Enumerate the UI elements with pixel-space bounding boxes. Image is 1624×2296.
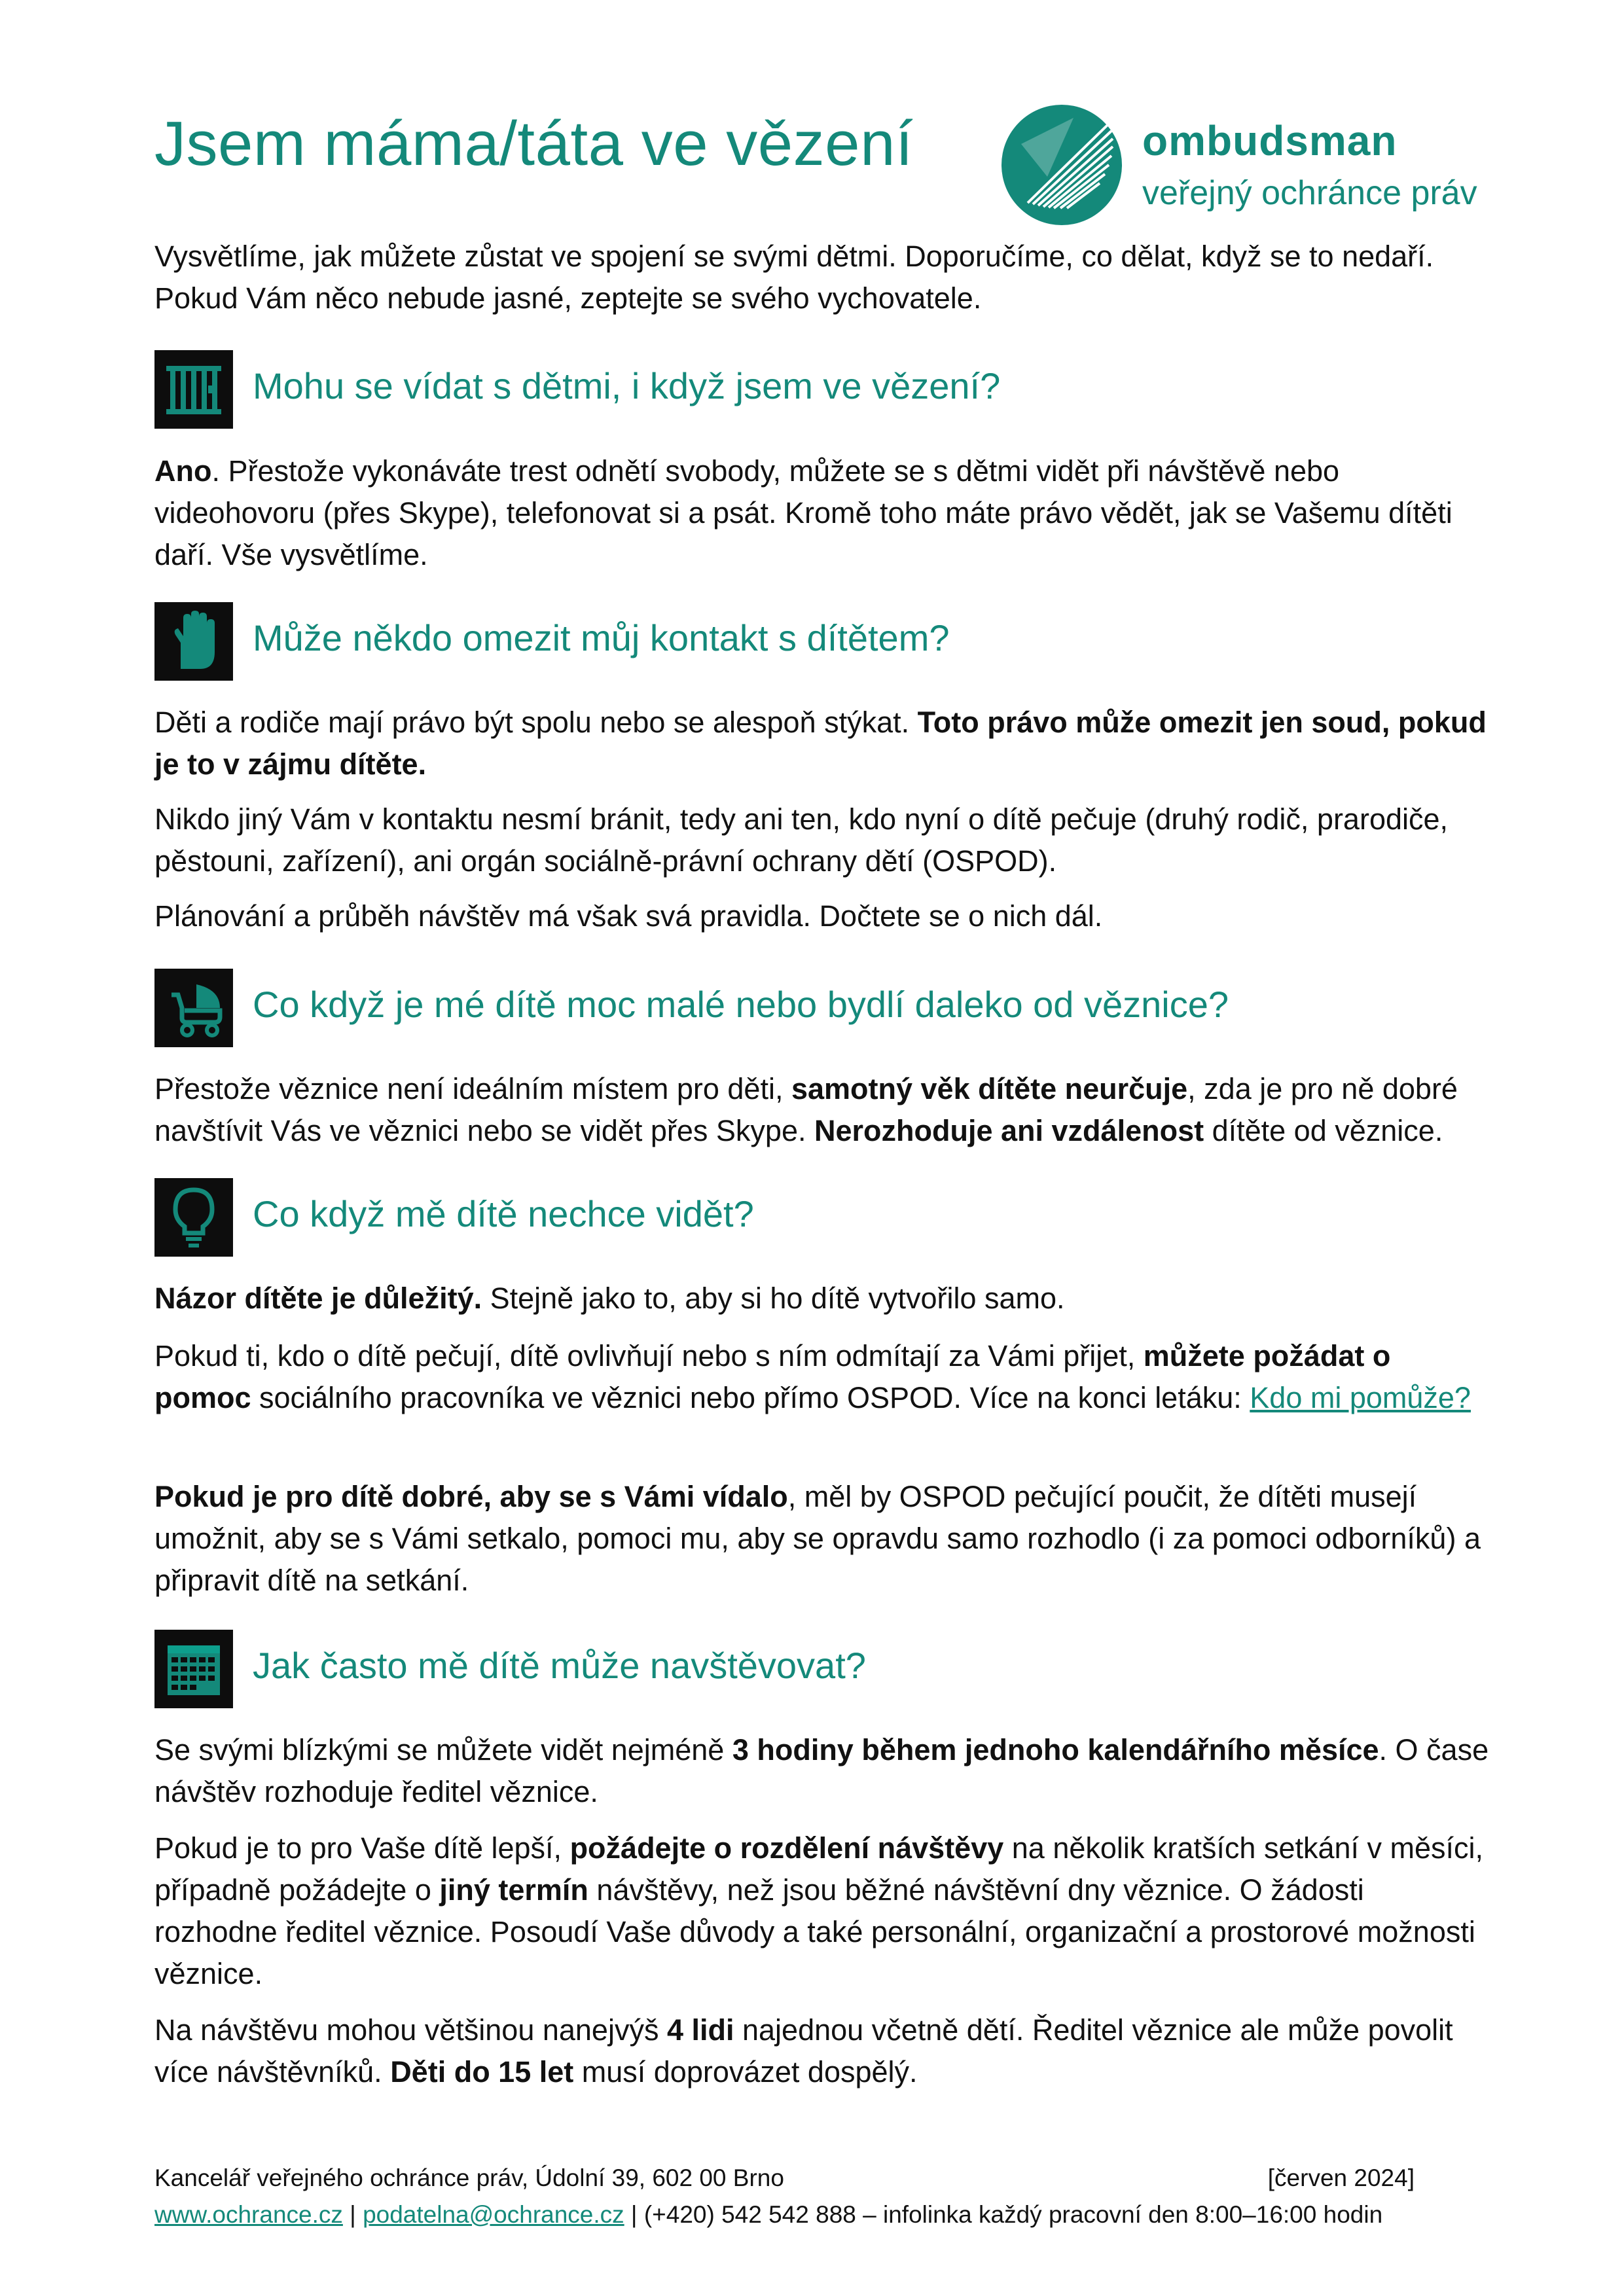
text-span: , měl by OSPOD pečující poučit, že dítěti musejí umožnit, aby se s Vámi setkalo, pomoci mu, aby se opravdu samo rozhodlo (i za pomoci odborníků) a připravit dítě na setkání. [154,1480,1481,1597]
text-span: návštěvy, než jsou běžné návštěvní dny věznice. O žádosti rozhodne ředitel věznice. Posoudí Vaše důvody a také personální, organizační a prostorové možnosti věznice. [154,1873,1475,1990]
prison-bars-icon [154,350,233,429]
text-span: sociálního pracovníka ve věznici nebo přímo OSPOD. Více na konci letáku: [251,1381,1250,1414]
bold-text: Pokud je pro dítě dobré, aby se s Vámi vídalo [154,1480,788,1513]
ombudsman-logo-icon [1001,105,1123,226]
footer-address: Kancelář veřejného ochránce práv, Údolní 39, 602 00 Brno [154,2164,784,2191]
who-helps-link[interactable]: Kdo mi pomůže? [1250,1381,1471,1414]
section-heading-1 [154,350,1496,429]
section-5-paragraph-3 [154,2009,1490,2093]
footer-date: [červen 2024] [1267,2164,1415,2191]
footer-row-address [154,2160,1415,2197]
text-span: na několik kratších setkání v měsíci, případně požádejte o [154,1831,1484,1907]
section-3-paragraph-1 [154,1068,1490,1152]
footer-row-contacts [154,2197,1415,2233]
ombudsman-logo [1001,105,1477,229]
text-span: Přestože věznice není ideálním místem pro děti, [154,1072,791,1105]
bold-text: Ano [154,454,212,488]
text-span: dítěte od věznice. [1204,1114,1443,1147]
intro-line-1: Vysvětlíme, jak můžete zůstat ve spojení se svými dětmi. Doporučíme, co dělat, když se to nedaří. [154,240,1434,273]
text-span: . Přestože vykonáváte trest odnětí svobody, můžete se s dětmi vidět při návštěvě nebo videohovoru (přes Skype), telefonovat si a psát. Kromě toho máte právo vědět, jak se Vašemu dítěti daří. Vše vysvětlíme. [154,454,1453,571]
footer-separator: | [342,2201,363,2228]
section-title-5: Jak často mě dítě může navštěvovat? [253,1645,866,1686]
stroller-icon [154,969,233,1047]
section-title-2: Může někdo omezit můj kontakt s dítětem? [253,617,950,658]
bold-text: jiný termín [439,1873,588,1907]
logo-name: ombudsman [1142,117,1398,164]
section-heading-3 [154,969,1496,1047]
section-4-paragraph-2 [154,1335,1490,1419]
text-span: musí doprovázet dospělý. [573,2055,918,2089]
bold-text: 4 lidi [666,2013,734,2047]
section-1-paragraph-1 [154,450,1490,576]
text-span: Se svými blízkými se můžete vidět nejméně [154,1733,732,1767]
section-2-paragraph-2: Nikdo jiný Vám v kontaktu nesmí bránit, tedy ani ten, kdo nyní o dítě pečuje (druhý rodič, prarodiče, pěstouni, zařízení), ani orgán sociálně-právní ochrany dětí (OSPOD). [154,802,1449,878]
text-span: Na návštěvu mohou většinou nanejvýš [154,2013,667,2047]
section-heading-5 [154,1630,1496,1708]
section-title-1: Mohu se vídat s dětmi, i když jsem ve vězení? [253,365,1001,406]
section-2-paragraph-3: Plánování a průběh návštěv má však svá pravidla. Dočtete se o nich dál. [154,899,1103,933]
bold-text: můžete požádat o pomoc [154,1339,1391,1414]
footer-phone: (+420) 542 542 888 – infolinka každý pracovní den 8:00–16:00 hodin [643,2201,1383,2228]
bold-text: Děti do 15 let [390,2055,574,2089]
text-span: Pokud je to pro Vaše dítě lepší, [154,1831,570,1865]
website-link[interactable]: www.ochrance.cz [154,2201,343,2228]
bold-text: Toto právo může omezit jen soud, pokud je to v zájmu dítěte. [154,706,1487,781]
bold-text: 3 hodiny během jednoho kalendářního měsíce [732,1733,1379,1767]
section-heading-4 [154,1178,1496,1257]
section-title-4: Co když mě dítě nechce vidět? [253,1193,754,1234]
text-span: Děti a rodiče mají právo být spolu nebo se alespoň stýkat. [154,706,918,739]
section-4-paragraph-3 [154,1476,1490,1602]
section-5-paragraph-2 [154,1827,1490,1995]
section-2-paragraph-1 [154,702,1490,785]
bold-text: samotný věk dítěte neurčuje [791,1072,1188,1105]
section-5-paragraph-1 [154,1729,1490,1813]
text-span: najednou včetně dětí. Ředitel věznice ale může povolit více návštěvníků. [154,2013,1453,2089]
text-span: . O čase návštěv rozhoduje ředitel věznice. [154,1733,1489,1808]
email-link[interactable]: podatelna@ochrance.cz [363,2201,624,2228]
bold-text: požádejte o rozdělení návštěvy [569,1831,1004,1865]
text-span: Stejně jako to, aby si ho dítě vytvořilo samo. [482,1282,1065,1315]
text-span: , zda je pro ně dobré navštívit Vás ve věznici nebo se vidět přes Skype. [154,1072,1458,1147]
section-4-paragraph-1 [154,1278,1490,1319]
intro-text [154,236,1496,319]
intro-line-2: Pokud Vám něco nebude jasné, zeptejte se svého vychovatele. [154,281,982,315]
lightbulb-icon [154,1178,233,1257]
page-title: Jsem máma/táta ve vězení [154,109,914,179]
logo-subtitle: veřejný ochránce práv [1142,174,1477,212]
bold-text: Nerozhoduje ani vzdálenost [814,1114,1204,1147]
text-span: Pokud ti, kdo o dítě pečují, dítě ovlivňují nebo s ním odmítají za Vámi přijet, [154,1339,1144,1372]
bold-text: Názor dítěte je důležitý. [154,1282,482,1315]
stop-hand-icon [154,602,233,681]
calendar-icon [154,1630,233,1708]
section-title-3: Co když je mé dítě moc malé nebo bydlí daleko od věznice? [253,984,1229,1025]
footer [154,2160,1415,2233]
section-heading-2 [154,602,1496,681]
footer-separator: | [624,2201,644,2228]
